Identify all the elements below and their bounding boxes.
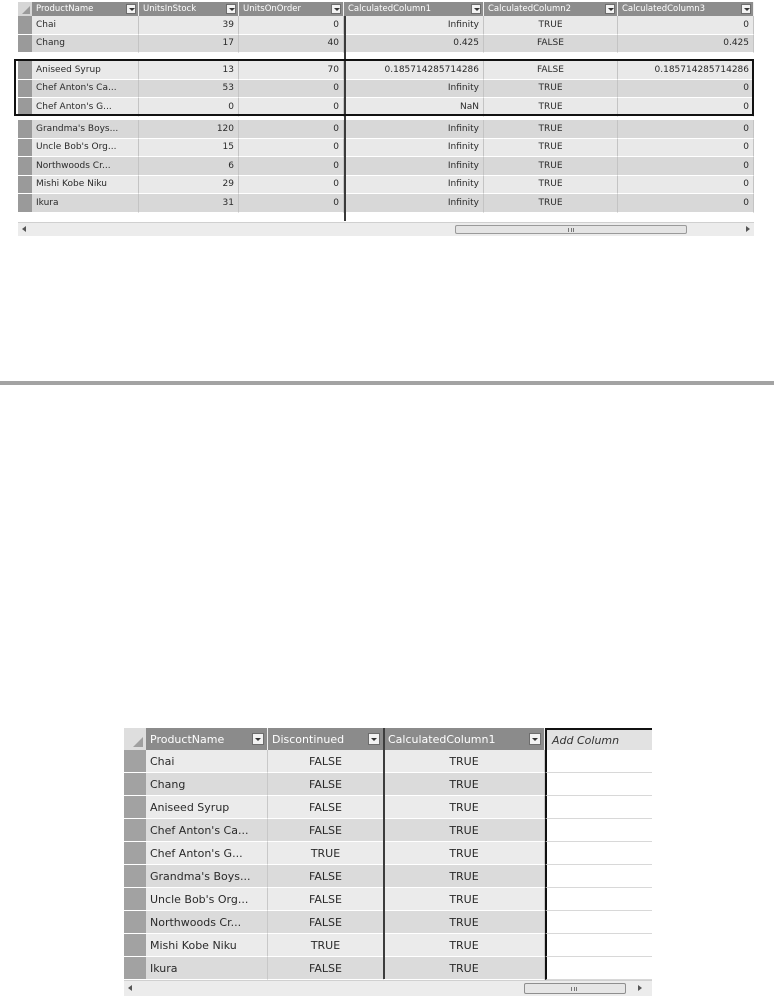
column-header-label: CalculatedColumn3 bbox=[622, 4, 706, 14]
cell-productname[interactable]: Mishi Kobe Niku bbox=[146, 934, 268, 957]
cell-discontinued[interactable]: FALSE bbox=[268, 957, 384, 980]
grip-icon bbox=[568, 228, 574, 232]
cell-productname[interactable]: Chef Anton's G... bbox=[146, 842, 268, 865]
add-column-cell[interactable] bbox=[545, 842, 652, 865]
cell-unitsinstock[interactable]: 13 bbox=[139, 61, 239, 80]
row-selector[interactable] bbox=[18, 176, 32, 195]
cell-discontinued[interactable]: FALSE bbox=[268, 750, 384, 773]
cell-discontinued[interactable]: FALSE bbox=[268, 819, 384, 842]
cell-calculatedcolumn1[interactable]: Infinity bbox=[344, 120, 484, 139]
cell-unitsinstock[interactable]: 31 bbox=[139, 194, 239, 213]
table-row[interactable] bbox=[124, 934, 652, 957]
table-row[interactable] bbox=[18, 16, 754, 35]
add-column-cell[interactable] bbox=[545, 773, 652, 796]
cell-calculatedcolumn1[interactable]: TRUE bbox=[384, 865, 545, 888]
filter-dropdown-icon[interactable] bbox=[226, 4, 236, 14]
add-column-cell[interactable] bbox=[545, 865, 652, 888]
cell-unitsinstock[interactable]: 53 bbox=[139, 80, 239, 99]
add-column-cell[interactable] bbox=[545, 750, 652, 773]
table-row[interactable] bbox=[18, 61, 754, 80]
filter-dropdown-icon[interactable] bbox=[252, 733, 264, 745]
add-column-header[interactable]: Add Column bbox=[545, 728, 652, 750]
section-separator bbox=[0, 381, 774, 385]
cell-calculatedcolumn3[interactable]: 0 bbox=[618, 120, 754, 139]
cell-discontinued[interactable]: FALSE bbox=[268, 888, 384, 911]
row-selector[interactable] bbox=[18, 120, 32, 139]
row-selector[interactable] bbox=[18, 98, 32, 117]
column-header-discontinued[interactable] bbox=[268, 728, 384, 750]
cell-productname[interactable]: Chai bbox=[146, 750, 268, 773]
cell-calculatedcolumn3[interactable]: 0 bbox=[618, 194, 754, 213]
cell-calculatedcolumn1[interactable]: Infinity bbox=[344, 194, 484, 213]
add-column-cell[interactable] bbox=[545, 888, 652, 911]
grid-header bbox=[124, 728, 652, 750]
cell-discontinued[interactable]: TRUE bbox=[268, 842, 384, 865]
table-row[interactable] bbox=[124, 773, 652, 796]
scrollbar-thumb[interactable] bbox=[455, 225, 687, 234]
cell-calculatedcolumn3[interactable]: 0 bbox=[618, 176, 754, 195]
cell-unitsonorder[interactable]: 0 bbox=[239, 120, 344, 139]
table-row[interactable] bbox=[18, 120, 754, 139]
add-column-cell[interactable] bbox=[545, 957, 652, 980]
column-header-productname[interactable] bbox=[146, 728, 268, 750]
column-header-calculatedcolumn3[interactable] bbox=[618, 2, 754, 16]
cell-calculatedcolumn3[interactable]: 0.425 bbox=[618, 35, 754, 54]
row-selector[interactable] bbox=[18, 35, 32, 54]
row-selector[interactable] bbox=[18, 80, 32, 99]
cell-unitsinstock[interactable]: 15 bbox=[139, 139, 239, 158]
table-row[interactable] bbox=[18, 139, 754, 158]
table-row[interactable] bbox=[18, 98, 754, 117]
cell-productname[interactable]: Uncle Bob's Org... bbox=[146, 888, 268, 911]
cell-unitsonorder[interactable]: 0 bbox=[239, 98, 344, 117]
horizontal-scrollbar[interactable] bbox=[18, 222, 754, 236]
cell-discontinued[interactable]: FALSE bbox=[268, 773, 384, 796]
cell-unitsinstock[interactable]: 0 bbox=[139, 98, 239, 117]
cell-calculatedcolumn1[interactable]: NaN bbox=[344, 98, 484, 117]
cell-calculatedcolumn2[interactable]: TRUE bbox=[484, 139, 618, 158]
column-header-label: CalculatedColumn1 bbox=[348, 4, 432, 14]
row-selector[interactable] bbox=[18, 194, 32, 213]
table-row[interactable] bbox=[18, 35, 754, 54]
cell-unitsinstock[interactable]: 39 bbox=[139, 16, 239, 35]
scrollbar-thumb[interactable] bbox=[524, 983, 626, 994]
cell-productname[interactable]: Chang bbox=[146, 773, 268, 796]
cell-calculatedcolumn2[interactable]: TRUE bbox=[484, 120, 618, 139]
table-row[interactable] bbox=[124, 796, 652, 819]
frozen-column-divider bbox=[344, 16, 346, 221]
filter-dropdown-icon[interactable] bbox=[126, 4, 136, 14]
cell-calculatedcolumn1[interactable]: TRUE bbox=[384, 796, 545, 819]
cell-calculatedcolumn1[interactable]: Infinity bbox=[344, 16, 484, 35]
cell-calculatedcolumn3[interactable]: 0 bbox=[618, 16, 754, 35]
table-row[interactable] bbox=[18, 176, 754, 195]
cell-productname[interactable]: Grandma's Boys... bbox=[32, 120, 139, 139]
cell-calculatedcolumn1[interactable]: Infinity bbox=[344, 80, 484, 99]
cell-calculatedcolumn1[interactable]: 0.185714285714286 bbox=[344, 61, 484, 80]
table-row[interactable] bbox=[124, 842, 652, 865]
column-header-label: Discontinued bbox=[272, 732, 345, 746]
cell-calculatedcolumn3[interactable]: 0.185714285714286 bbox=[618, 61, 754, 80]
row-selector[interactable] bbox=[124, 865, 146, 888]
cell-unitsonorder[interactable]: 0 bbox=[239, 157, 344, 176]
cell-productname[interactable]: Aniseed Syrup bbox=[32, 61, 139, 80]
row-selector[interactable] bbox=[124, 796, 146, 819]
row-selector[interactable] bbox=[124, 934, 146, 957]
cell-unitsinstock[interactable]: 120 bbox=[139, 120, 239, 139]
cell-unitsinstock[interactable]: 6 bbox=[139, 157, 239, 176]
cell-productname[interactable]: Aniseed Syrup bbox=[146, 796, 268, 819]
cell-unitsonorder[interactable]: 0 bbox=[239, 16, 344, 35]
table-row[interactable] bbox=[18, 157, 754, 176]
cell-calculatedcolumn2[interactable]: FALSE bbox=[484, 35, 618, 54]
cell-calculatedcolumn2[interactable]: TRUE bbox=[484, 194, 618, 213]
cell-calculatedcolumn1[interactable]: Infinity bbox=[344, 157, 484, 176]
row-selector[interactable] bbox=[124, 957, 146, 980]
table-row[interactable] bbox=[124, 957, 652, 980]
column-header-label: CalculatedColumn1 bbox=[388, 732, 496, 746]
filter-dropdown-icon[interactable] bbox=[331, 4, 341, 14]
cell-calculatedcolumn2[interactable]: TRUE bbox=[484, 157, 618, 176]
filter-dropdown-icon[interactable] bbox=[368, 733, 380, 745]
cell-calculatedcolumn3[interactable]: 0 bbox=[618, 139, 754, 158]
cell-unitsonorder[interactable]: 0 bbox=[239, 176, 344, 195]
scroll-right-arrow-icon[interactable] bbox=[638, 985, 642, 991]
row-selector[interactable] bbox=[18, 61, 32, 80]
column-header-calculatedcolumn1[interactable] bbox=[344, 2, 484, 16]
row-selector[interactable] bbox=[18, 139, 32, 158]
table-row[interactable] bbox=[18, 80, 754, 99]
table-row[interactable] bbox=[124, 911, 652, 934]
column-header-unitsonorder[interactable] bbox=[239, 2, 344, 16]
cell-calculatedcolumn1[interactable]: TRUE bbox=[384, 934, 545, 957]
row-selector[interactable] bbox=[124, 842, 146, 865]
cell-calculatedcolumn1[interactable]: TRUE bbox=[384, 750, 545, 773]
cell-calculatedcolumn3[interactable]: 0 bbox=[618, 157, 754, 176]
filter-dropdown-icon[interactable] bbox=[605, 4, 615, 14]
column-header-label: ProductName bbox=[36, 4, 94, 14]
cell-productname[interactable]: Chang bbox=[32, 35, 139, 54]
scroll-right-arrow-icon[interactable] bbox=[746, 226, 750, 232]
column-header-unitsinstock[interactable] bbox=[139, 2, 239, 16]
column-header-calculatedcolumn2[interactable] bbox=[484, 2, 618, 16]
column-header-label: UnitsOnOrder bbox=[243, 4, 301, 14]
cell-calculatedcolumn3[interactable]: 0 bbox=[618, 98, 754, 117]
cell-calculatedcolumn1[interactable]: Infinity bbox=[344, 139, 484, 158]
cell-calculatedcolumn2[interactable]: TRUE bbox=[484, 98, 618, 117]
cell-unitsonorder[interactable]: 0 bbox=[239, 139, 344, 158]
cell-calculatedcolumn2[interactable]: TRUE bbox=[484, 80, 618, 99]
filter-dropdown-icon[interactable] bbox=[471, 4, 481, 14]
cell-calculatedcolumn1[interactable]: TRUE bbox=[384, 819, 545, 842]
cell-productname[interactable]: Uncle Bob's Org... bbox=[32, 139, 139, 158]
row-selector[interactable] bbox=[124, 819, 146, 842]
cell-calculatedcolumn1[interactable]: TRUE bbox=[384, 888, 545, 911]
row-selector[interactable] bbox=[124, 750, 146, 773]
row-selector[interactable] bbox=[124, 911, 146, 934]
cell-calculatedcolumn1[interactable]: TRUE bbox=[384, 957, 545, 980]
horizontal-scrollbar[interactable] bbox=[124, 980, 652, 996]
data-grid-calculated-columns bbox=[18, 2, 754, 236]
cell-calculatedcolumn3[interactable]: 0 bbox=[618, 80, 754, 99]
cell-unitsonorder[interactable]: 70 bbox=[239, 61, 344, 80]
column-header-calculatedcolumn1[interactable] bbox=[384, 728, 545, 750]
cell-productname[interactable]: Northwoods Cr... bbox=[146, 911, 268, 934]
cell-calculatedcolumn1[interactable]: 0.425 bbox=[344, 35, 484, 54]
select-all-corner[interactable] bbox=[18, 2, 32, 16]
column-divider bbox=[383, 728, 385, 979]
cell-productname[interactable]: Chef Anton's Ca... bbox=[32, 80, 139, 99]
grid-header bbox=[18, 2, 754, 16]
cell-calculatedcolumn2[interactable]: TRUE bbox=[484, 16, 618, 35]
cell-productname[interactable]: Chef Anton's Ca... bbox=[146, 819, 268, 842]
cell-discontinued[interactable]: FALSE bbox=[268, 865, 384, 888]
cell-unitsonorder[interactable]: 0 bbox=[239, 194, 344, 213]
cell-unitsinstock[interactable]: 17 bbox=[139, 35, 239, 54]
add-column-cell[interactable] bbox=[545, 911, 652, 934]
row-selector[interactable] bbox=[18, 16, 32, 35]
cell-discontinued[interactable]: FALSE bbox=[268, 911, 384, 934]
filter-dropdown-icon[interactable] bbox=[741, 4, 751, 14]
cell-discontinued[interactable]: FALSE bbox=[268, 796, 384, 819]
row-selector[interactable] bbox=[18, 157, 32, 176]
cell-productname[interactable]: Northwoods Cr... bbox=[32, 157, 139, 176]
select-all-corner[interactable] bbox=[124, 728, 146, 750]
cell-calculatedcolumn1[interactable]: TRUE bbox=[384, 911, 545, 934]
cell-discontinued[interactable]: TRUE bbox=[268, 934, 384, 957]
filter-dropdown-icon[interactable] bbox=[529, 733, 541, 745]
table-row[interactable] bbox=[124, 750, 652, 773]
row-selector[interactable] bbox=[124, 773, 146, 796]
add-column-cell[interactable] bbox=[545, 796, 652, 819]
cell-calculatedcolumn1[interactable]: TRUE bbox=[384, 842, 545, 865]
cell-productname[interactable]: Chef Anton's G... bbox=[32, 98, 139, 117]
scroll-left-arrow-icon[interactable] bbox=[128, 985, 132, 991]
add-column-cell[interactable] bbox=[545, 934, 652, 957]
grip-icon bbox=[571, 987, 577, 991]
cell-unitsonorder[interactable]: 40 bbox=[239, 35, 344, 54]
table-row[interactable] bbox=[124, 819, 652, 842]
data-grid-discontinued bbox=[124, 728, 652, 996]
cell-productname[interactable]: Mishi Kobe Niku bbox=[32, 176, 139, 195]
cell-calculatedcolumn2[interactable]: FALSE bbox=[484, 61, 618, 80]
scroll-left-arrow-icon[interactable] bbox=[22, 226, 26, 232]
column-header-label: UnitsInStock bbox=[143, 4, 197, 14]
column-header-productname[interactable] bbox=[32, 2, 139, 16]
cell-calculatedcolumn1[interactable]: TRUE bbox=[384, 773, 545, 796]
table-row[interactable] bbox=[18, 194, 754, 213]
cell-productname[interactable]: Grandma's Boys... bbox=[146, 865, 268, 888]
cell-calculatedcolumn2[interactable]: TRUE bbox=[484, 176, 618, 195]
cell-unitsonorder[interactable]: 0 bbox=[239, 80, 344, 99]
cell-productname[interactable]: Ikura bbox=[146, 957, 268, 980]
column-header-label: ProductName bbox=[150, 732, 225, 746]
row-selector[interactable] bbox=[124, 888, 146, 911]
add-column-cell[interactable] bbox=[545, 819, 652, 842]
cell-productname[interactable]: Chai bbox=[32, 16, 139, 35]
table-row[interactable] bbox=[124, 888, 652, 911]
cell-calculatedcolumn1[interactable]: Infinity bbox=[344, 176, 484, 195]
table-row[interactable] bbox=[124, 865, 652, 888]
cell-unitsinstock[interactable]: 29 bbox=[139, 176, 239, 195]
cell-productname[interactable]: Ikura bbox=[32, 194, 139, 213]
column-header-label: CalculatedColumn2 bbox=[488, 4, 572, 14]
